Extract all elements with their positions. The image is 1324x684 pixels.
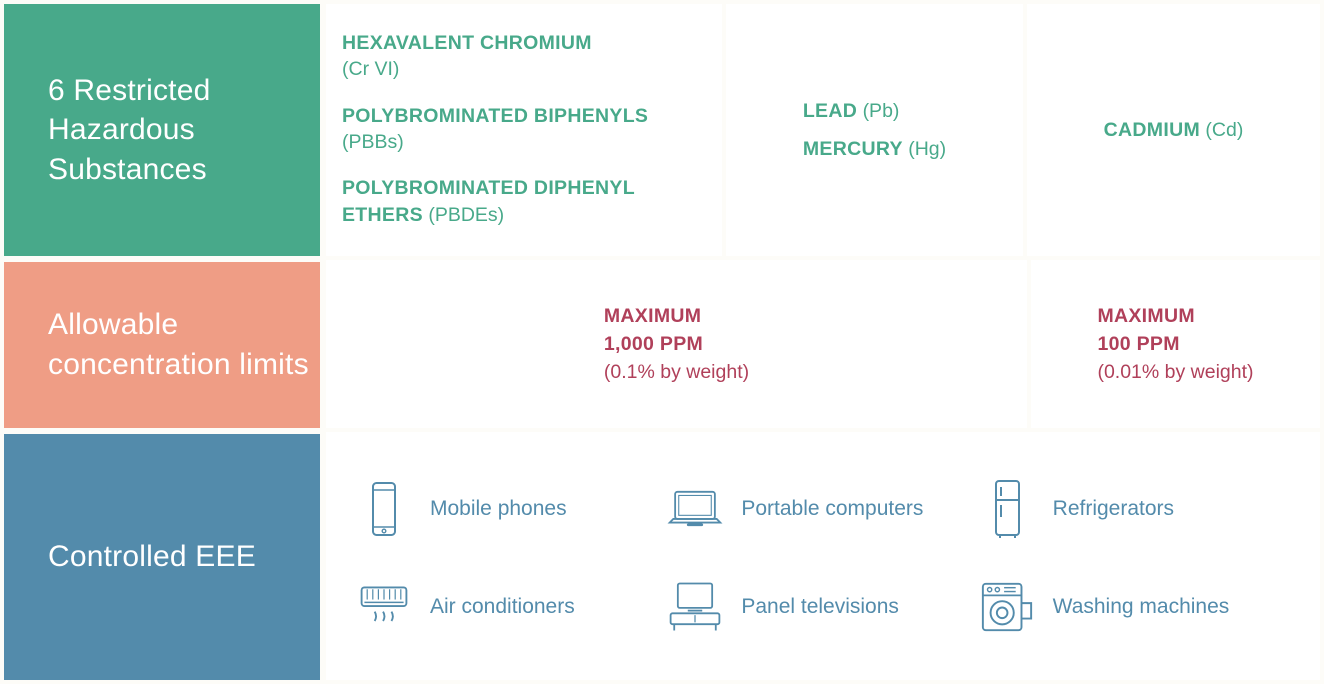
substances-group-3-list	[1104, 117, 1244, 143]
substance-item	[1104, 117, 1244, 143]
substance-abbr: (PBBs)	[342, 130, 404, 153]
substance-abbr: (Cr VI)	[342, 58, 400, 81]
eee-item-panel-televisions	[667, 575, 978, 639]
row-label-text: 6 Restricted Hazardous Substances	[48, 73, 211, 186]
substance-abbr: (Hg)	[908, 138, 947, 160]
limits-row	[326, 260, 1320, 428]
row-label-controlled-eee	[4, 434, 320, 680]
substance-abbr: (Cd)	[1205, 118, 1244, 141]
limit-percent: (0.01% by weight)	[1097, 361, 1254, 384]
eee-item-washing-machines	[979, 575, 1290, 639]
substance-abbr: (Pb)	[862, 99, 900, 122]
washing-machine-icon	[979, 575, 1035, 639]
smartphone-icon	[356, 477, 412, 541]
eee-label: Portable computers	[741, 496, 924, 520]
substance-name: HEXAVALENT CHROMIUM	[342, 32, 592, 54]
substance-name: POLYBROMINATED DIPHENYL ETHERS	[342, 177, 635, 226]
eee-item-mobile-phones	[356, 477, 667, 541]
eee-item-refrigerators	[979, 477, 1290, 541]
limit-text-block	[1097, 302, 1253, 387]
limit-heading: MAXIMUM	[1097, 304, 1195, 327]
row-label-allowable-limits	[4, 262, 320, 428]
row-label-restricted-substances	[4, 4, 320, 256]
refrigerator-icon	[979, 477, 1035, 541]
eee-label: Refrigerators	[1052, 496, 1175, 520]
substance-name: MERCURY	[802, 138, 903, 160]
row-label-text: Controlled EEE	[48, 540, 256, 574]
eee-item-air-conditioners	[356, 575, 667, 639]
substance-item	[803, 98, 946, 124]
limit-text-block	[604, 302, 749, 387]
row-label-text: Allowable concentration limits	[48, 308, 309, 381]
limit-cell-100ppm	[1031, 260, 1320, 428]
substance-name: POLYBROMINATED BIPHENYLS	[342, 104, 649, 127]
eee-label: Air conditioners	[430, 594, 575, 618]
eee-item-portable-computers	[667, 477, 978, 541]
laptop-icon	[667, 477, 723, 541]
limit-cell-1000ppm	[326, 260, 1027, 428]
substance-item	[342, 175, 706, 228]
television-icon	[667, 575, 723, 639]
substance-item	[803, 136, 946, 162]
substance-abbr: (PBDEs)	[428, 203, 505, 226]
substances-group-1	[326, 4, 722, 256]
limit-heading: MAXIMUM	[603, 304, 702, 327]
controlled-eee-row-bottom	[356, 575, 1290, 639]
substance-item	[342, 30, 706, 83]
limit-value: 100 PPM	[1097, 332, 1180, 355]
eee-label: Washing machines	[1052, 594, 1230, 618]
eee-label: Mobile phones	[430, 496, 567, 520]
substances-group-3	[1027, 4, 1320, 256]
limit-value: 1,000 PPM	[603, 332, 704, 355]
substance-name: CADMIUM	[1103, 118, 1200, 141]
limit-percent: (0.1% by weight)	[603, 361, 750, 384]
substance-name: LEAD	[802, 99, 858, 122]
substances-group-2-list	[803, 98, 946, 163]
controlled-eee-row	[326, 432, 1320, 680]
substances-row	[326, 4, 1320, 256]
air-conditioner-icon	[356, 575, 412, 639]
controlled-eee-row-top	[356, 477, 1290, 541]
substance-item	[342, 103, 706, 156]
eee-label: Panel televisions	[741, 594, 899, 618]
substances-group-2	[726, 4, 1023, 256]
